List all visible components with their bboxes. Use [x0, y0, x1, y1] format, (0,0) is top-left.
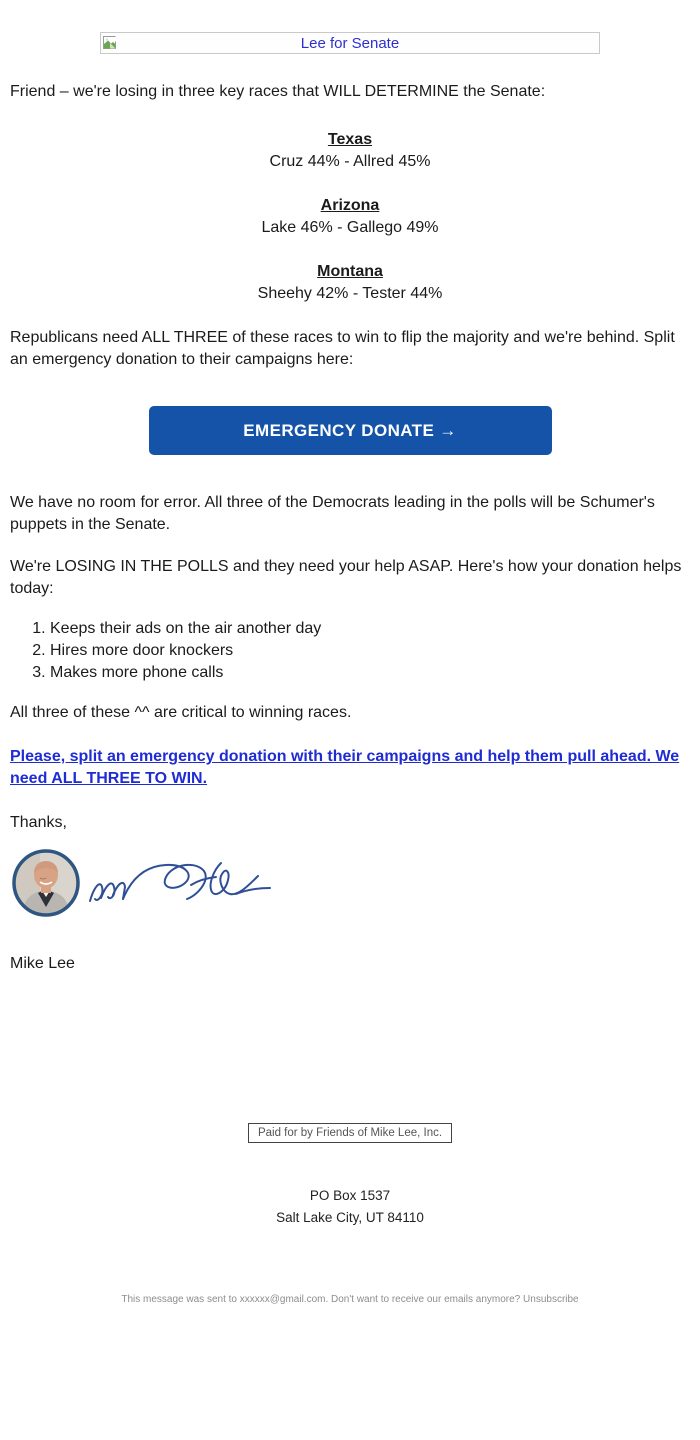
race-montana — [10, 261, 690, 305]
sent-notice-text: This message was sent to xxxxxx@gmail.com. Don't want to receive our emails anymore? — [121, 1294, 521, 1305]
thanks-text: Thanks, — [10, 814, 67, 831]
header-image-placeholder[interactable] — [100, 32, 600, 54]
intro-text: Friend – we're losing in three key races that WILL DETERMINE the Senate: — [10, 83, 546, 100]
sender-name: Mike Lee — [10, 955, 75, 972]
signature-scribble — [86, 849, 276, 923]
emergency-donate-button[interactable]: EMERGENCY DONATE → — [149, 406, 552, 455]
race-result: Sheehy 42% - Tester 44% — [257, 285, 443, 302]
email-body — [0, 32, 700, 1440]
race-state-label: Arizona — [320, 197, 380, 214]
race-arizona — [10, 195, 690, 239]
mailing-address — [10, 1185, 690, 1229]
signature-block — [10, 847, 690, 927]
race-result: Lake 46% - Gallego 49% — [261, 219, 439, 236]
critical-text: All three of these ^^ are critical to winning races. — [10, 704, 352, 721]
race-state-label: Montana — [317, 263, 383, 280]
donation-help-list — [10, 618, 690, 684]
disclaimer-wrap — [10, 1123, 690, 1143]
need-all-three-text: Republicans need ALL THREE of these races to win to flip the majority and we're behind. Split an emergency donation to their campaigns here: — [10, 329, 675, 368]
losing-text: We're LOSING IN THE POLLS and they need your help ASAP. Here's how your donation helps today: — [10, 558, 682, 597]
plea-donation-link[interactable]: Please, split an emergency donation with their campaigns and help them pull ahead. We need ALL THREE TO WIN. — [10, 748, 680, 787]
header-image-alt-link[interactable]: Lee for Senate — [300, 34, 400, 52]
list-item: 1. Keeps their ads on the air another day — [50, 618, 690, 640]
mike-lee-avatar — [10, 847, 82, 919]
paid-for-disclaimer: Paid for by Friends of Mike Lee, Inc. — [248, 1123, 452, 1143]
race-state-label: Texas — [327, 131, 373, 148]
unsubscribe-link[interactable]: Unsubscribe — [523, 1294, 579, 1305]
list-item: 3. Makes more phone calls — [50, 662, 690, 684]
list-item: 2. Hires more door knockers — [50, 640, 690, 662]
address-line-2: Salt Lake City, UT 84110 — [276, 1210, 424, 1225]
race-result: Cruz 44% - Allred 45% — [269, 153, 431, 170]
address-line-1: PO Box 1537 — [309, 1188, 391, 1203]
race-texas — [10, 129, 690, 173]
donate-button-wrap — [10, 406, 690, 455]
no-room-text: We have no room for error. All three of the Democrats leading in the polls will be Schumer's puppets in the Senate. — [10, 494, 655, 533]
poll-results — [10, 129, 690, 305]
footer-fineprint — [10, 1293, 690, 1307]
